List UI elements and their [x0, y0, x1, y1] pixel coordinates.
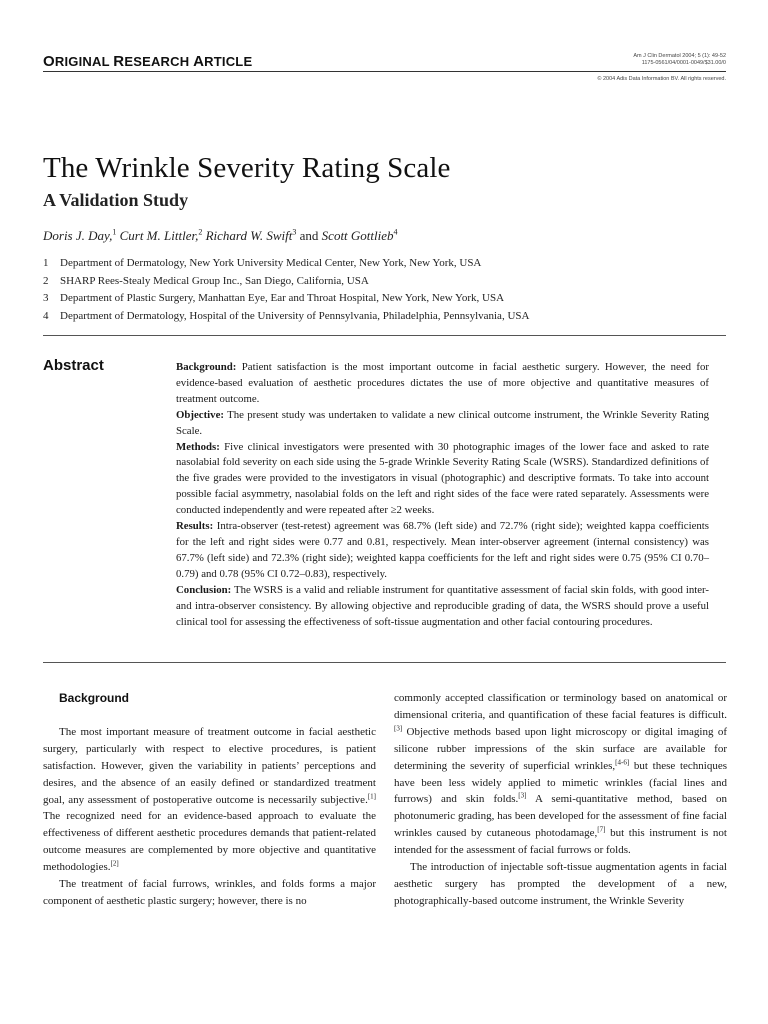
article-type-initial-3: A: [193, 53, 205, 70]
section-heading: Background: [59, 691, 130, 705]
author-affiliation-marker: 4: [393, 227, 398, 237]
reference-marker: [1]: [367, 791, 376, 800]
affiliation-text: SHARP Rees-Stealy Medical Group Inc., San Diego, California, USA: [60, 274, 369, 287]
article-type-initial-2: R: [113, 53, 125, 70]
abstract-body: [176, 360, 709, 630]
abstract-bottom-divider: [43, 662, 726, 663]
abstract-text: Five clinical investigators were presented with 30 photographic images of the lower face and asked to rate nasolabial fold severity on each side using the 5-grade Wrinkle Severity Rating Scale (WSRS). Standardized definitions of the five grades were provided to the investigators in visual (photographic) and descriptive formats. To take into account possible facial asymmetry, nasolabial folds on the left and right sides of the face were rated separately. Assessments were conducted independently and were repeated after ≥2 weeks.: [176, 440, 709, 517]
affiliation-text: Department of Dermatology, Hospital of the University of Pennsylvania, Philadelphia, Pennsylvania, USA: [60, 309, 530, 322]
abstract-text: The WSRS is a valid and reliable instrument for quantitative assessment of facial skin folds, with good inter- and intra-observer consistency. By allowing objective and reproducible grading of data, the WSRS should prove a useful clinical tool for assessing the effectiveness of soft-tissue augmentation and other facial contouring procedures.: [176, 583, 709, 628]
abstract-text: Intra-observer (test-retest) agreement was 68.7% (left side) and 72.7% (right side); weighted kappa coefficients for the left and right sides were 0.77 and 0.81, respectively. Mean inter-observer agreement (internal consistency) was 67.7% (left side) and 72.3% (right side); weighted kappa coefficients for the left and right sides were 0.75 (95% CI 0.70–0.79) and 0.78 (95% CI 0.72–0.83), respectively.: [176, 520, 709, 580]
body-text: A semi-quantitative method, based on photonumeric grading, has been developed for the assessment of fine facial wrinkles caused by cutaneous photodamage,: [394, 793, 727, 840]
article-type-word-3: RTICLE: [204, 54, 253, 69]
reference-marker: [2]: [110, 859, 119, 868]
body-column-right: [394, 690, 727, 910]
reference-marker: [4-6]: [615, 757, 630, 766]
article-type-word-2: ESEARCH: [124, 54, 194, 69]
author-affiliation-marker: 3: [292, 227, 297, 237]
body-text: The recognized need for an evidence-based approach to evaluate the effectiveness of different aesthetic procedures demands that patient-related outcome measures are complemented by more objective and quantitative methodologies.: [43, 810, 376, 874]
abstract-text: Patient satisfaction is the most important outcome in facial aesthetic surgery. However, the need for evidence-based evaluation of aesthetic procedures dictates the use of more objective and quantitative measures of treatment outcome.: [176, 361, 709, 405]
affiliation-text: Department of Plastic Surgery, Manhattan Eye, Ear and Throat Hospital, New York, New York, USA: [60, 292, 505, 304]
body-text: Objective methods based upon light microscopy or digital imaging of silicone rubber impressions of the skin surface are available for determining the severity of superficial wrinkles,: [394, 725, 727, 772]
affiliation-number: 4: [43, 309, 49, 322]
author-name: Richard W. Swift: [202, 228, 293, 243]
affiliation-number: 2: [43, 274, 49, 287]
affiliation-text: Department of Dermatology, New York University Medical Center, New York, New York, USA: [60, 257, 482, 269]
article-type-word-1: RIGINAL: [54, 54, 114, 69]
abstract-background: [176, 360, 709, 408]
author-conjunction: and: [296, 228, 322, 243]
header-divider: [43, 71, 726, 72]
author-name: Doris J. Day,: [43, 228, 113, 243]
body-paragraph: The introduction of injectable soft-tissue augmentation agents in facial aesthetic surgery has prompted the development of a new, photographically-based outcome instrument, the Wrinkle Severity: [394, 861, 727, 907]
body-paragraph: [43, 724, 376, 876]
abstract-label: Background:: [176, 361, 237, 373]
body-text: commonly accepted classification or terminology based on anatomical or dimensional criteria, and quantification of these facial features is difficult.: [394, 692, 727, 721]
article-type: [43, 53, 252, 70]
abstract-heading: Abstract: [43, 357, 104, 374]
affiliation-number: 3: [43, 292, 49, 304]
author-affiliation-marker: 2: [198, 227, 203, 237]
body-column-left: [43, 690, 376, 910]
author-affiliation-marker: 1: [112, 227, 117, 237]
body-paragraph: [394, 690, 727, 859]
affiliation-number: 1: [43, 257, 49, 269]
citation-line-2: 1175-0561/04/0001-0049/$31.00/0: [641, 60, 726, 66]
copyright-notice: © 2004 Adis Data Information BV. All rights reserved.: [597, 76, 726, 82]
affiliation-list: [43, 255, 529, 325]
journal-citation: [633, 53, 726, 67]
reference-marker: [3]: [394, 724, 403, 733]
citation-line-1: Am J Clin Dermatol 2004; 5 (1): 49-52: [633, 53, 726, 59]
abstract-text: The present study was undertaken to validate a new clinical outcome instrument, the Wrinkle Severity Rating Scale.: [176, 408, 709, 437]
affiliation-item: [43, 308, 529, 326]
reference-marker: [7]: [597, 825, 606, 834]
body-paragraph: The treatment of facial furrows, wrinkles, and folds forms a major component of aesthetic plastic surgery; however, there is no: [43, 878, 376, 907]
abstract-conclusion: [176, 583, 709, 631]
abstract-label: Results:: [176, 520, 214, 533]
author-name: Curt M. Littler,: [116, 228, 199, 243]
affiliation-item: [43, 290, 529, 308]
body-text: but this instrument is not intended for the assessment of facial furrows or folds.: [394, 827, 727, 857]
abstract-top-divider: [43, 335, 726, 336]
abstract-label: Conclusion:: [176, 583, 232, 596]
author-list: [43, 228, 398, 244]
article-title: The Wrinkle Severity Rating Scale: [43, 152, 451, 184]
abstract-methods: [176, 440, 709, 520]
article-subtitle: A Validation Study: [43, 190, 189, 210]
affiliation-item: [43, 255, 529, 273]
abstract-objective: [176, 408, 709, 440]
abstract-label: Objective:: [176, 408, 224, 421]
abstract-label: Methods:: [176, 440, 220, 453]
affiliation-item: [43, 273, 529, 291]
article-type-initial-1: O: [43, 53, 55, 70]
author-name: Scott Gottlieb: [321, 228, 394, 243]
reference-marker: [3]: [518, 791, 527, 800]
abstract-results: [176, 519, 709, 583]
body-text: The most important measure of treatment outcome in facial aesthetic surgery, particularly with respect to elective procedures, is patient satisfaction. However, given the variability in patients’ perceptions and desires, and the absence of an easily defined or standardized treatment goal, any assessment of postoperative outcome is necessarily subjective.: [43, 725, 376, 806]
body-text: but these techniques have been less widely applied to mimetic wrinkles (facial lines and furrows) and skin folds.: [394, 759, 727, 806]
